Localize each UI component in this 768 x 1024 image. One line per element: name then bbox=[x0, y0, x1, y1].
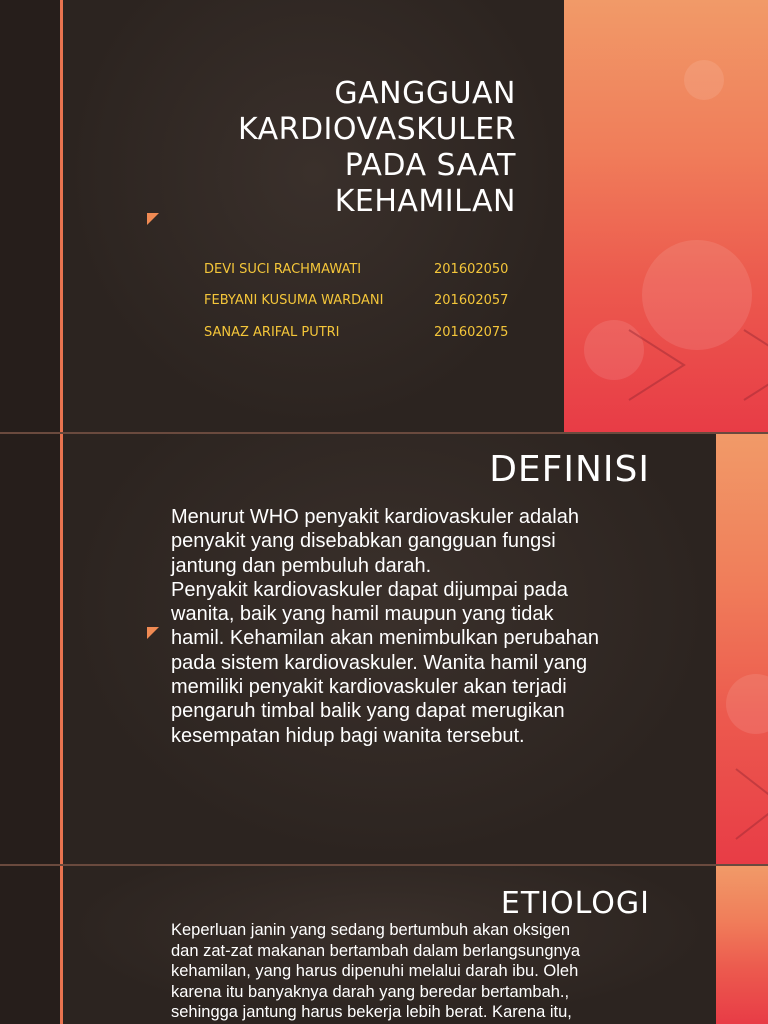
chevron-decoration-icon bbox=[624, 320, 768, 420]
author-nim: 201602050 bbox=[434, 262, 509, 277]
bullet-icon bbox=[147, 627, 159, 639]
slide-title: ETIOLOGI bbox=[500, 886, 650, 921]
slide-title: DEFINISI bbox=[489, 449, 650, 490]
slide-left-strip bbox=[0, 0, 60, 432]
presentation-title: GANGGUAN KARDIOVASKULER PADA SAAT KEHAMILAN bbox=[237, 76, 516, 219]
author-name: DEVI SUCI RACHMAWATI bbox=[204, 262, 362, 277]
slide-definisi bbox=[0, 434, 768, 864]
decorative-gradient-panel bbox=[716, 866, 768, 1024]
slide-etiologi bbox=[0, 866, 768, 1024]
slide-body: Keperluan janin yang sedang bertumbuh akan oksigen dan zat-zat makanan bertambah dalam berlangsungnya kehamilan, yang harus dipenuhi melalui darah ibu. Oleh karena itu banyaknya darah yang beredar bertambah., sehingga jantung harus bekerja lebih berat. Karena itu, bbox=[171, 921, 581, 1021]
slide-body: Menurut WHO penyakit kardiovaskuler adalah penyakit yang disebabkan gangguan fungsi jantung dan pembuluh darah. Penyakit kardiovaskuler dapat dijumpai pada wanita, baik yang hamil maupun yang tidak hamil. Kehamilan akan menimbulkan perubahan pada sistem kardiovaskuler. Wanita hamil yang memiliki penyakit kardiovaskuler akan terjadi pengaruh timbal balik yang dapat merugikan kesempatan hidup bagi wanita tersebut. bbox=[171, 506, 600, 747]
author-name: SANAZ ARIFAL PUTRI bbox=[204, 325, 340, 340]
slide-title bbox=[0, 0, 768, 432]
author-name: FEBYANI KUSUMA WARDANI bbox=[204, 293, 384, 308]
author-nim: 201602057 bbox=[434, 293, 509, 308]
chevron-decoration-icon bbox=[726, 764, 768, 844]
slide-left-strip bbox=[0, 866, 60, 1024]
decorative-gradient-panel bbox=[716, 434, 768, 864]
decorative-gradient-panel bbox=[564, 0, 768, 432]
slide-left-strip bbox=[0, 434, 60, 864]
author-nim: 201602075 bbox=[434, 325, 509, 340]
